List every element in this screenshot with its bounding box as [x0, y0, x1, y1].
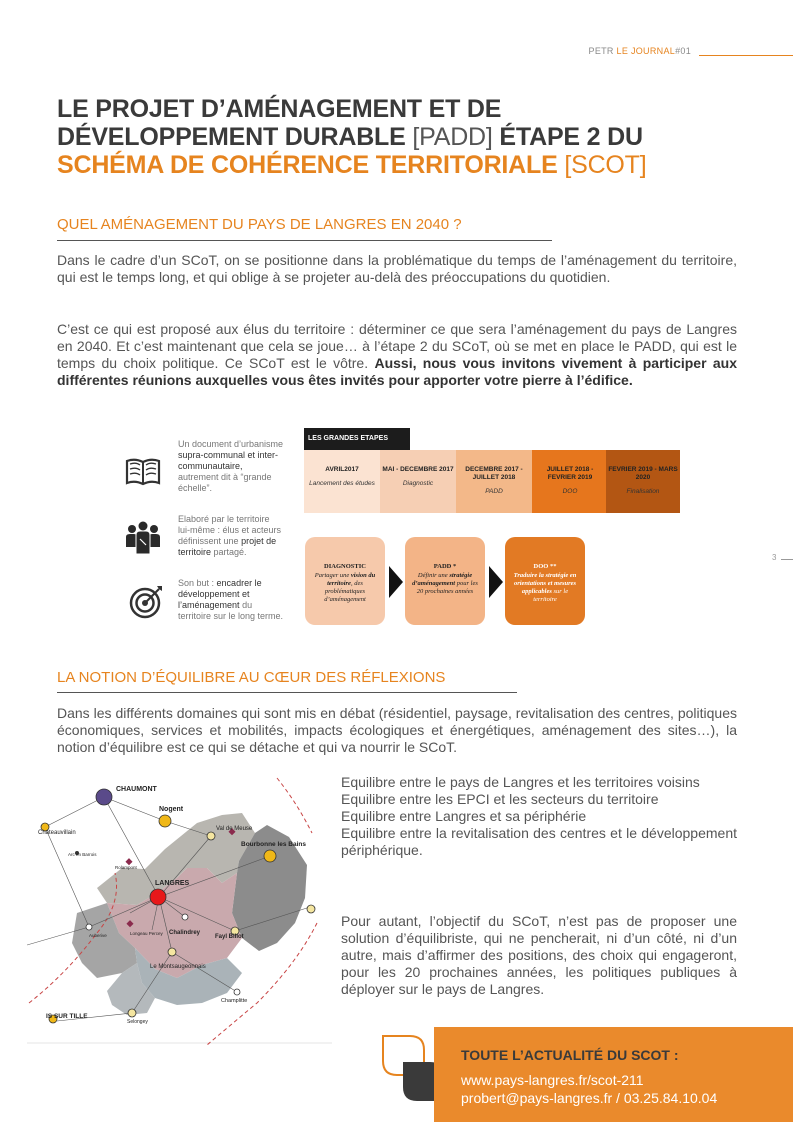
- timeline-step: [606, 450, 680, 513]
- map-label-chaumont: CHAUMONT: [116, 786, 157, 793]
- flow-post: pour les 20 prochaines années: [416, 580, 478, 595]
- equilibre-item: Equilibre entre Langres et sa périphérie: [341, 808, 587, 824]
- step-date: JUILLET 2018 - FEVRIER 2019: [546, 466, 594, 481]
- map-label-langres: LANGRES: [155, 880, 190, 887]
- feature-desc-1: [178, 439, 284, 494]
- title-scot-bold: SCHÉMA DE COHÉRENCE TERRITORIALE: [57, 151, 558, 179]
- title-padd-bold: DÉVELOPPEMENT DURABLE: [57, 123, 406, 151]
- title-scot-tag: [SCOT]: [564, 151, 647, 179]
- flow-bold: vision du territoire: [327, 572, 376, 587]
- title-padd-tag: [PADD]: [412, 123, 493, 151]
- conclusion-para: Pour autant, l’objectif du SCoT, n’est pas de proposer une solution d’équilibriste, qui ne pencherait, ni d’un côté, ni d’un autre, mais d’affirmer des positions, des choix qui engageront, pour les 20 prochaines années, les politiques publiques à déployer sur le pays de Langres.: [341, 913, 737, 997]
- header-journal: LE JOURNAL: [616, 46, 676, 56]
- flow-title: DOO **: [533, 563, 557, 570]
- page-title: [57, 95, 747, 179]
- section1-para2-bold: Aussi, nous vous invitons vivement à participer aux différentes réunions auxquelles vous êtes invités pour apporter votre pierre à l’édifice.: [57, 355, 737, 388]
- title-line-2: [57, 123, 747, 151]
- step-phase: Lancement des études: [309, 480, 375, 487]
- equilibre-item: Equilibre entre les EPCI et les secteurs du territoire: [341, 791, 659, 807]
- timeline-title: LES GRANDES ETAPES: [304, 428, 410, 450]
- map-label-champlitte: Champlitte: [221, 998, 248, 1004]
- equilibre-list: [341, 774, 737, 859]
- flow-box-padd: [405, 537, 485, 625]
- running-header: [589, 46, 691, 56]
- footer-contact-link[interactable]: probert@pays-langres.fr / 03.25.84.10.04: [461, 1090, 718, 1106]
- flow-arrow: [389, 566, 403, 598]
- map-label-bourbonne: Bourbonne les Bains: [241, 841, 307, 848]
- feature-2-text2: partagé.: [213, 547, 247, 557]
- feature-desc-2: [178, 514, 284, 558]
- page-number: 3: [772, 553, 777, 562]
- feature-2-bold: projet de territoire: [178, 536, 277, 557]
- step-phase: DOO: [562, 488, 578, 495]
- flow-arrow: [489, 566, 503, 598]
- map-label-fayl: Fayl Billot: [215, 934, 244, 940]
- map-label-auberive: Auberive: [89, 933, 107, 938]
- map-label-chalindrey: Chalindrey: [169, 930, 201, 936]
- feature-1-text2: autrement dit à “grande échelle”.: [178, 472, 272, 493]
- map-label-valdemeuse: Val de Meuse: [216, 826, 253, 832]
- title-line-1: LE PROJET D’AMÉNAGEMENT ET DE: [57, 95, 502, 123]
- feature-1-bold: supra-communal et inter-communautaire,: [178, 450, 279, 471]
- step-date: MAI - DECEMBRE 2017: [382, 466, 454, 473]
- map-label-nogent: Nogent: [159, 806, 184, 813]
- feature-1-text: Un document d’urbanisme: [178, 439, 284, 449]
- map-label-issurtille: IS SUR TILLE: [46, 1013, 88, 1020]
- flow-box-diagnostic: [305, 537, 385, 625]
- footer-url-link[interactable]: www.pays-langres.fr/scot-211: [461, 1072, 644, 1088]
- title-step: ÉTAPE 2 DU: [499, 123, 643, 151]
- header-issue: #01: [675, 46, 691, 56]
- section2-title: LA NOTION D’ÉQUILIBRE AU CŒUR DES RÉFLEXIONS: [57, 669, 446, 686]
- flow-bold: Traduire la stratégie en orientations et mesures applicables: [513, 572, 577, 595]
- footer-title: TOUTE L’ACTUALITÉ DU SCOT :: [461, 1047, 679, 1063]
- flow-pre: Définir une: [417, 572, 448, 579]
- flow-title: DIAGNOSTIC: [324, 563, 366, 570]
- map-label-longeau: Longeau Percey: [130, 931, 163, 936]
- feature-3-text: Son but :: [178, 578, 215, 588]
- section1-title: QUEL AMÉNAGEMENT DU PAYS DE LANGRES EN 2040 ?: [57, 216, 462, 233]
- equilibre-item: Equilibre entre le pays de Langres et les territoires voisins: [341, 774, 700, 790]
- timeline-step: [456, 450, 532, 513]
- feature-2-text: Elaboré par le territoire lui-même : élus et acteurs définissent une: [178, 514, 282, 546]
- book-icon: [124, 452, 162, 490]
- timeline-step: [380, 450, 456, 513]
- people-icon: [124, 519, 162, 557]
- flow-post: sur le territoire: [533, 588, 569, 603]
- target-icon: [127, 583, 165, 621]
- flow-box-doo: [505, 537, 585, 625]
- feature-3-bold: encadrer le développement et l’aménagement: [178, 578, 262, 610]
- step-date: FEVRIER 2019 - MARS 2020: [608, 466, 678, 481]
- footer-contact-box: [434, 1027, 793, 1122]
- step-date: DECEMBRE 2017 - JUILLET 2018: [465, 466, 523, 481]
- map-label-selongey: Selongey: [127, 1019, 148, 1025]
- map-label-montsaugeon: Le Montsaugeonnais: [150, 964, 206, 970]
- flow-title: PADD *: [433, 563, 457, 570]
- step-phase: Diagnostic: [402, 480, 434, 487]
- timeline-step: [304, 450, 380, 513]
- title-line-3: [57, 151, 747, 179]
- section2-para: Dans les différents domaines qui sont mis en débat (résidentiel, paysage, revitalisation des centres, politiques économiques, services et mobilités, impacts écologiques et énergétiques, aménagement des sites…), la notion d’équilibre est ce qui se détache et qui va nourrir le SCoT.: [57, 705, 737, 755]
- section1-para1: Dans le cadre d’un SCoT, on se positionne dans la problématique du temps de l’aménagement du territoire, qui est le temps long, et qui oblige à se projeter au-delà des préoccupations du quotidien.: [57, 252, 737, 285]
- section1-rule: [57, 240, 552, 241]
- step-phase: Finalisation: [626, 488, 660, 495]
- page-number-rule: [781, 559, 793, 560]
- header-rule: [699, 55, 793, 56]
- step-date: AVRIL2017: [325, 466, 359, 473]
- section2-rule: [57, 692, 517, 693]
- feature-3-text2: du territoire sur le long terme.: [178, 600, 284, 621]
- equilibre-item: Equilibre entre la revitalisation des centres et le développement périphérique.: [341, 825, 737, 858]
- step-phase: PADD: [485, 488, 503, 495]
- flow-post: , des problématiques d’aménagement: [324, 580, 366, 603]
- feature-desc-3: [178, 578, 284, 622]
- territory-map: [27, 773, 332, 1047]
- flow-bold: stratégie d’aménagement: [412, 572, 473, 587]
- header-prefix: PETR: [588, 46, 614, 56]
- map-label-rolampont: Rolampont: [115, 865, 137, 870]
- section1-para2-text: C’est ce qui est proposé aux élus du territoire : déterminer ce que sera l’aménagement du pays de Langres en 2040. Et c’est maintenant que cela se joue… à l’étape 2 du SCoT, où se met en place le PADD, qui est le temps du choix politique. Ce SCoT est le vôtre.: [57, 321, 737, 371]
- map-label-arc: Arc en Barrois: [68, 852, 97, 857]
- section1-para2: [57, 321, 737, 389]
- map-label-chateauvillain: Chateauvillain: [38, 830, 76, 836]
- timeline-step: [532, 450, 608, 513]
- flow-pre: Partager une: [314, 572, 350, 579]
